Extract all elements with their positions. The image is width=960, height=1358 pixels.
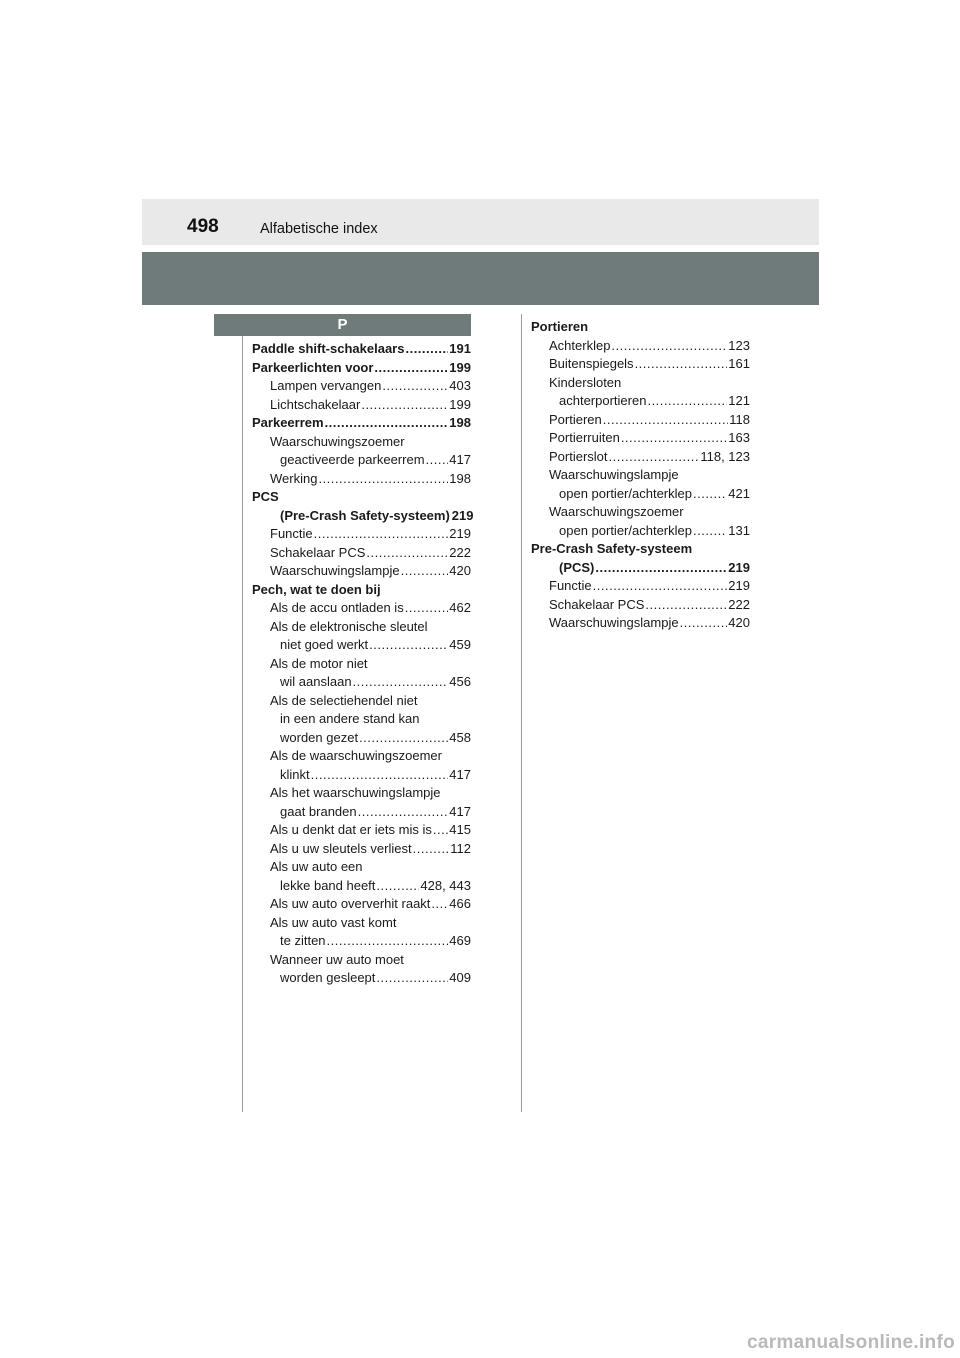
index-entry bbox=[531, 577, 750, 596]
index-entry-term: Waarschuwingslampje bbox=[549, 615, 679, 630]
index-entry-term: Als uw auto een bbox=[270, 859, 363, 874]
index-entry bbox=[252, 914, 471, 933]
index-entry-term: Schakelaar PCS bbox=[549, 596, 645, 612]
page-number: 498 bbox=[187, 216, 219, 237]
index-entry-page: 118, 123 bbox=[700, 448, 750, 464]
index-entry-term: in een andere stand kan bbox=[280, 711, 420, 726]
index-entry bbox=[252, 544, 471, 563]
dot-leader bbox=[433, 821, 448, 840]
watermark: carmanualsonline.info bbox=[747, 1332, 955, 1353]
index-entry-term: Als de selectiehendel niet bbox=[270, 692, 418, 708]
index-entry-term: Buitenspiegels bbox=[549, 356, 634, 371]
index-entry bbox=[252, 618, 471, 637]
index-entry-term: worden gezet bbox=[280, 729, 359, 745]
index-entry bbox=[252, 470, 471, 489]
index-entry-term: Als uw auto oververhit raakt bbox=[270, 896, 431, 911]
dot-leader bbox=[369, 636, 448, 655]
index-entry bbox=[252, 969, 471, 988]
index-entry-term: Waarschuwingszoemer bbox=[270, 433, 405, 449]
index-entry-term: wil aanslaan bbox=[280, 674, 352, 689]
index-entry-term: PCS bbox=[252, 489, 279, 504]
index-entry bbox=[531, 337, 750, 356]
dot-leader bbox=[593, 577, 728, 596]
index-entry bbox=[252, 525, 471, 544]
index-entry bbox=[252, 784, 471, 803]
dot-leader bbox=[405, 340, 448, 359]
index-entry bbox=[252, 877, 471, 896]
dot-leader bbox=[327, 932, 449, 951]
index-entry bbox=[252, 932, 471, 951]
index-entry-term: gaat branden bbox=[280, 803, 357, 819]
index-entry bbox=[252, 414, 471, 433]
index-entry-page: 219 bbox=[728, 578, 750, 593]
dot-leader bbox=[374, 359, 448, 378]
index-entry-term: Parkeerrem bbox=[252, 415, 324, 430]
index-entry-term: Als de elektronische sleutel bbox=[270, 618, 428, 634]
index-entry-term: Werking bbox=[270, 470, 318, 486]
index-entry bbox=[252, 673, 471, 692]
index-entry-term: Kindersloten bbox=[549, 374, 622, 390]
dot-leader bbox=[311, 766, 449, 785]
index-entry-page: 118 bbox=[729, 411, 750, 427]
dot-leader bbox=[645, 596, 727, 615]
index-entry-term: klinkt bbox=[280, 766, 310, 782]
dot-leader bbox=[358, 803, 449, 822]
index-entry bbox=[531, 522, 750, 541]
index-entry bbox=[531, 614, 750, 633]
index-entry bbox=[252, 729, 471, 748]
index-entry-term: Als de motor niet bbox=[270, 655, 368, 671]
index-entry-term: Wanneer uw auto moet bbox=[270, 951, 404, 967]
index-entry bbox=[252, 507, 474, 526]
dot-leader bbox=[405, 599, 449, 618]
index-entry-term: te zitten bbox=[280, 933, 326, 948]
index-entry bbox=[252, 821, 471, 840]
dot-leader bbox=[426, 451, 449, 470]
index-entry-page: 191 bbox=[449, 341, 471, 356]
index-entry-page: 123 bbox=[728, 337, 750, 353]
dot-leader bbox=[635, 355, 728, 374]
index-entry bbox=[252, 655, 471, 674]
index-entry-term: Pre-Crash Safety-systeem bbox=[531, 541, 693, 556]
dot-leader bbox=[647, 392, 727, 411]
index-entry-term: (PCS) bbox=[559, 559, 595, 575]
index-entry-page: 163 bbox=[728, 430, 750, 445]
index-entry bbox=[252, 433, 471, 452]
index-entry-term: achterportieren bbox=[559, 393, 647, 408]
index-entry bbox=[531, 559, 750, 578]
index-entry-term: Als uw auto vast komt bbox=[270, 914, 397, 930]
index-entry bbox=[252, 840, 471, 859]
index-entry bbox=[531, 429, 750, 448]
index-entry-page: 459 bbox=[449, 637, 471, 652]
index-entry bbox=[531, 411, 750, 430]
index-entry-term: niet goed werkt bbox=[280, 637, 369, 652]
index-entry-page: 458 bbox=[449, 729, 471, 745]
dot-leader bbox=[401, 562, 449, 581]
index-entry-term: open portier/achterklep bbox=[559, 485, 692, 501]
index-entry bbox=[252, 747, 471, 766]
index-entry-page: 462 bbox=[449, 600, 471, 615]
index-entry-page: 428, 443 bbox=[420, 877, 471, 893]
index-entry-page: 417 bbox=[449, 452, 471, 467]
index-entry-page: 222 bbox=[449, 544, 471, 560]
index-entry bbox=[252, 951, 471, 970]
index-entry bbox=[252, 359, 471, 378]
index-entry-term: open portier/achterklep bbox=[559, 522, 692, 538]
index-entry bbox=[252, 692, 471, 711]
dot-leader bbox=[693, 485, 727, 504]
index-entry-page: 403 bbox=[449, 378, 471, 393]
index-entry bbox=[252, 803, 471, 822]
dot-leader bbox=[318, 470, 448, 489]
index-entry bbox=[252, 451, 471, 470]
index-entry-page: 420 bbox=[728, 615, 750, 630]
index-entry bbox=[531, 318, 750, 337]
index-entry-term: Als u denkt dat er iets mis is bbox=[270, 822, 432, 837]
index-entry-page: 121 bbox=[728, 393, 750, 408]
index-entry-page: 466 bbox=[449, 896, 471, 911]
dot-leader bbox=[693, 522, 727, 541]
index-entry-page: 219 bbox=[451, 507, 474, 523]
index-entry-term: Als de waarschuwingszoemer bbox=[270, 748, 442, 763]
index-entry-term: worden gesleept bbox=[280, 970, 376, 985]
index-entry-page: 409 bbox=[449, 970, 471, 985]
index-entry-page: 415 bbox=[449, 822, 471, 837]
index-entry-term: Als de accu ontladen is bbox=[270, 600, 404, 615]
index-entry-page: 131 bbox=[728, 522, 750, 538]
index-entry bbox=[531, 355, 750, 374]
index-entry-page: 417 bbox=[449, 803, 471, 819]
index-entry bbox=[252, 396, 471, 415]
index-entry-term: Waarschuwingslampje bbox=[270, 563, 400, 578]
dot-leader bbox=[376, 877, 419, 896]
dot-leader bbox=[603, 411, 729, 430]
index-entry-term: Functie bbox=[549, 578, 592, 593]
index-entry-page: 420 bbox=[449, 563, 471, 578]
dot-leader bbox=[431, 895, 448, 914]
index-entry-term: Parkeerlichten voor bbox=[252, 359, 374, 375]
index-entry-term: Waarschuwingszoemer bbox=[549, 504, 684, 519]
index-letter-tab: P bbox=[214, 314, 471, 336]
index-entry bbox=[252, 710, 471, 729]
dot-leader bbox=[325, 414, 449, 433]
index-entry-page: 219 bbox=[449, 526, 471, 541]
middle-column-rule bbox=[521, 314, 522, 1112]
dot-leader bbox=[353, 673, 449, 692]
left-column-rule bbox=[242, 336, 243, 1112]
index-entry-term: Portierruiten bbox=[549, 430, 620, 445]
dot-leader bbox=[359, 729, 448, 748]
index-entry bbox=[252, 636, 471, 655]
index-entry-page: 161 bbox=[728, 356, 750, 371]
page-header-band bbox=[142, 199, 819, 245]
index-entry bbox=[252, 581, 471, 600]
index-entry-page: 199 bbox=[449, 359, 471, 375]
dot-leader bbox=[376, 969, 448, 988]
index-entry-page: 112 bbox=[450, 840, 471, 856]
index-entry-term: Als u uw sleutels verliest bbox=[270, 840, 412, 856]
index-entry bbox=[252, 377, 471, 396]
index-entry-term: geactiveerde parkeerrem bbox=[280, 452, 425, 467]
dot-leader bbox=[366, 544, 448, 563]
index-entry-page: 198 bbox=[449, 470, 471, 486]
index-column-right bbox=[531, 318, 750, 633]
index-entry-term: Als het waarschuwingslampje bbox=[270, 785, 441, 800]
dot-leader bbox=[609, 448, 700, 467]
index-entry bbox=[531, 448, 750, 467]
index-entry-term: Lampen vervangen bbox=[270, 378, 382, 393]
index-entry-page: 219 bbox=[728, 559, 750, 575]
index-entry-page: 198 bbox=[449, 415, 471, 430]
index-entry bbox=[531, 466, 750, 485]
dot-leader bbox=[680, 614, 728, 633]
index-entry-term: Portieren bbox=[549, 411, 602, 427]
index-entry-page: 222 bbox=[728, 596, 750, 612]
index-entry bbox=[531, 485, 750, 504]
index-entry-term: Pech, wat te doen bij bbox=[252, 581, 381, 597]
index-entry bbox=[252, 895, 471, 914]
index-entry bbox=[252, 340, 471, 359]
index-entry-page: 469 bbox=[449, 933, 471, 948]
index-entry bbox=[252, 599, 471, 618]
index-entry-term: Paddle shift-schakelaars bbox=[252, 341, 405, 356]
index-column-left bbox=[252, 340, 474, 988]
dot-leader bbox=[382, 377, 448, 396]
index-entry-page: 421 bbox=[728, 485, 750, 501]
index-entry-term: Lichtschakelaar bbox=[270, 396, 361, 412]
index-entry-term: Functie bbox=[270, 526, 313, 541]
index-entry bbox=[531, 540, 750, 559]
index-entry-term: Portierslot bbox=[549, 448, 608, 464]
index-entry bbox=[531, 503, 750, 522]
section-title: Alfabetische index bbox=[260, 221, 378, 237]
dot-leader bbox=[621, 429, 727, 448]
header-color-band bbox=[142, 252, 819, 305]
index-entry bbox=[252, 562, 471, 581]
index-entry bbox=[252, 766, 471, 785]
index-entry-page: 456 bbox=[449, 674, 471, 689]
index-entry bbox=[531, 596, 750, 615]
dot-leader bbox=[314, 525, 449, 544]
index-entry-term: Portieren bbox=[531, 319, 589, 334]
index-entry-term: Waarschuwingslampje bbox=[549, 467, 679, 482]
index-entry-term: (Pre-Crash Safety-systeem) bbox=[280, 507, 450, 523]
dot-leader bbox=[413, 840, 450, 859]
dot-leader bbox=[595, 559, 727, 578]
index-entry-page: 417 bbox=[449, 766, 471, 782]
dot-leader bbox=[361, 396, 448, 415]
index-entry-page: 199 bbox=[449, 396, 471, 412]
index-entry bbox=[531, 392, 750, 411]
index-entry bbox=[252, 858, 471, 877]
index-entry bbox=[252, 488, 471, 507]
index-entry-term: Schakelaar PCS bbox=[270, 544, 366, 560]
index-entry-term: lekke band heeft bbox=[280, 877, 376, 893]
index-entry-term: Achterklep bbox=[549, 337, 611, 353]
index-entry bbox=[531, 374, 750, 393]
dot-leader bbox=[611, 337, 727, 356]
